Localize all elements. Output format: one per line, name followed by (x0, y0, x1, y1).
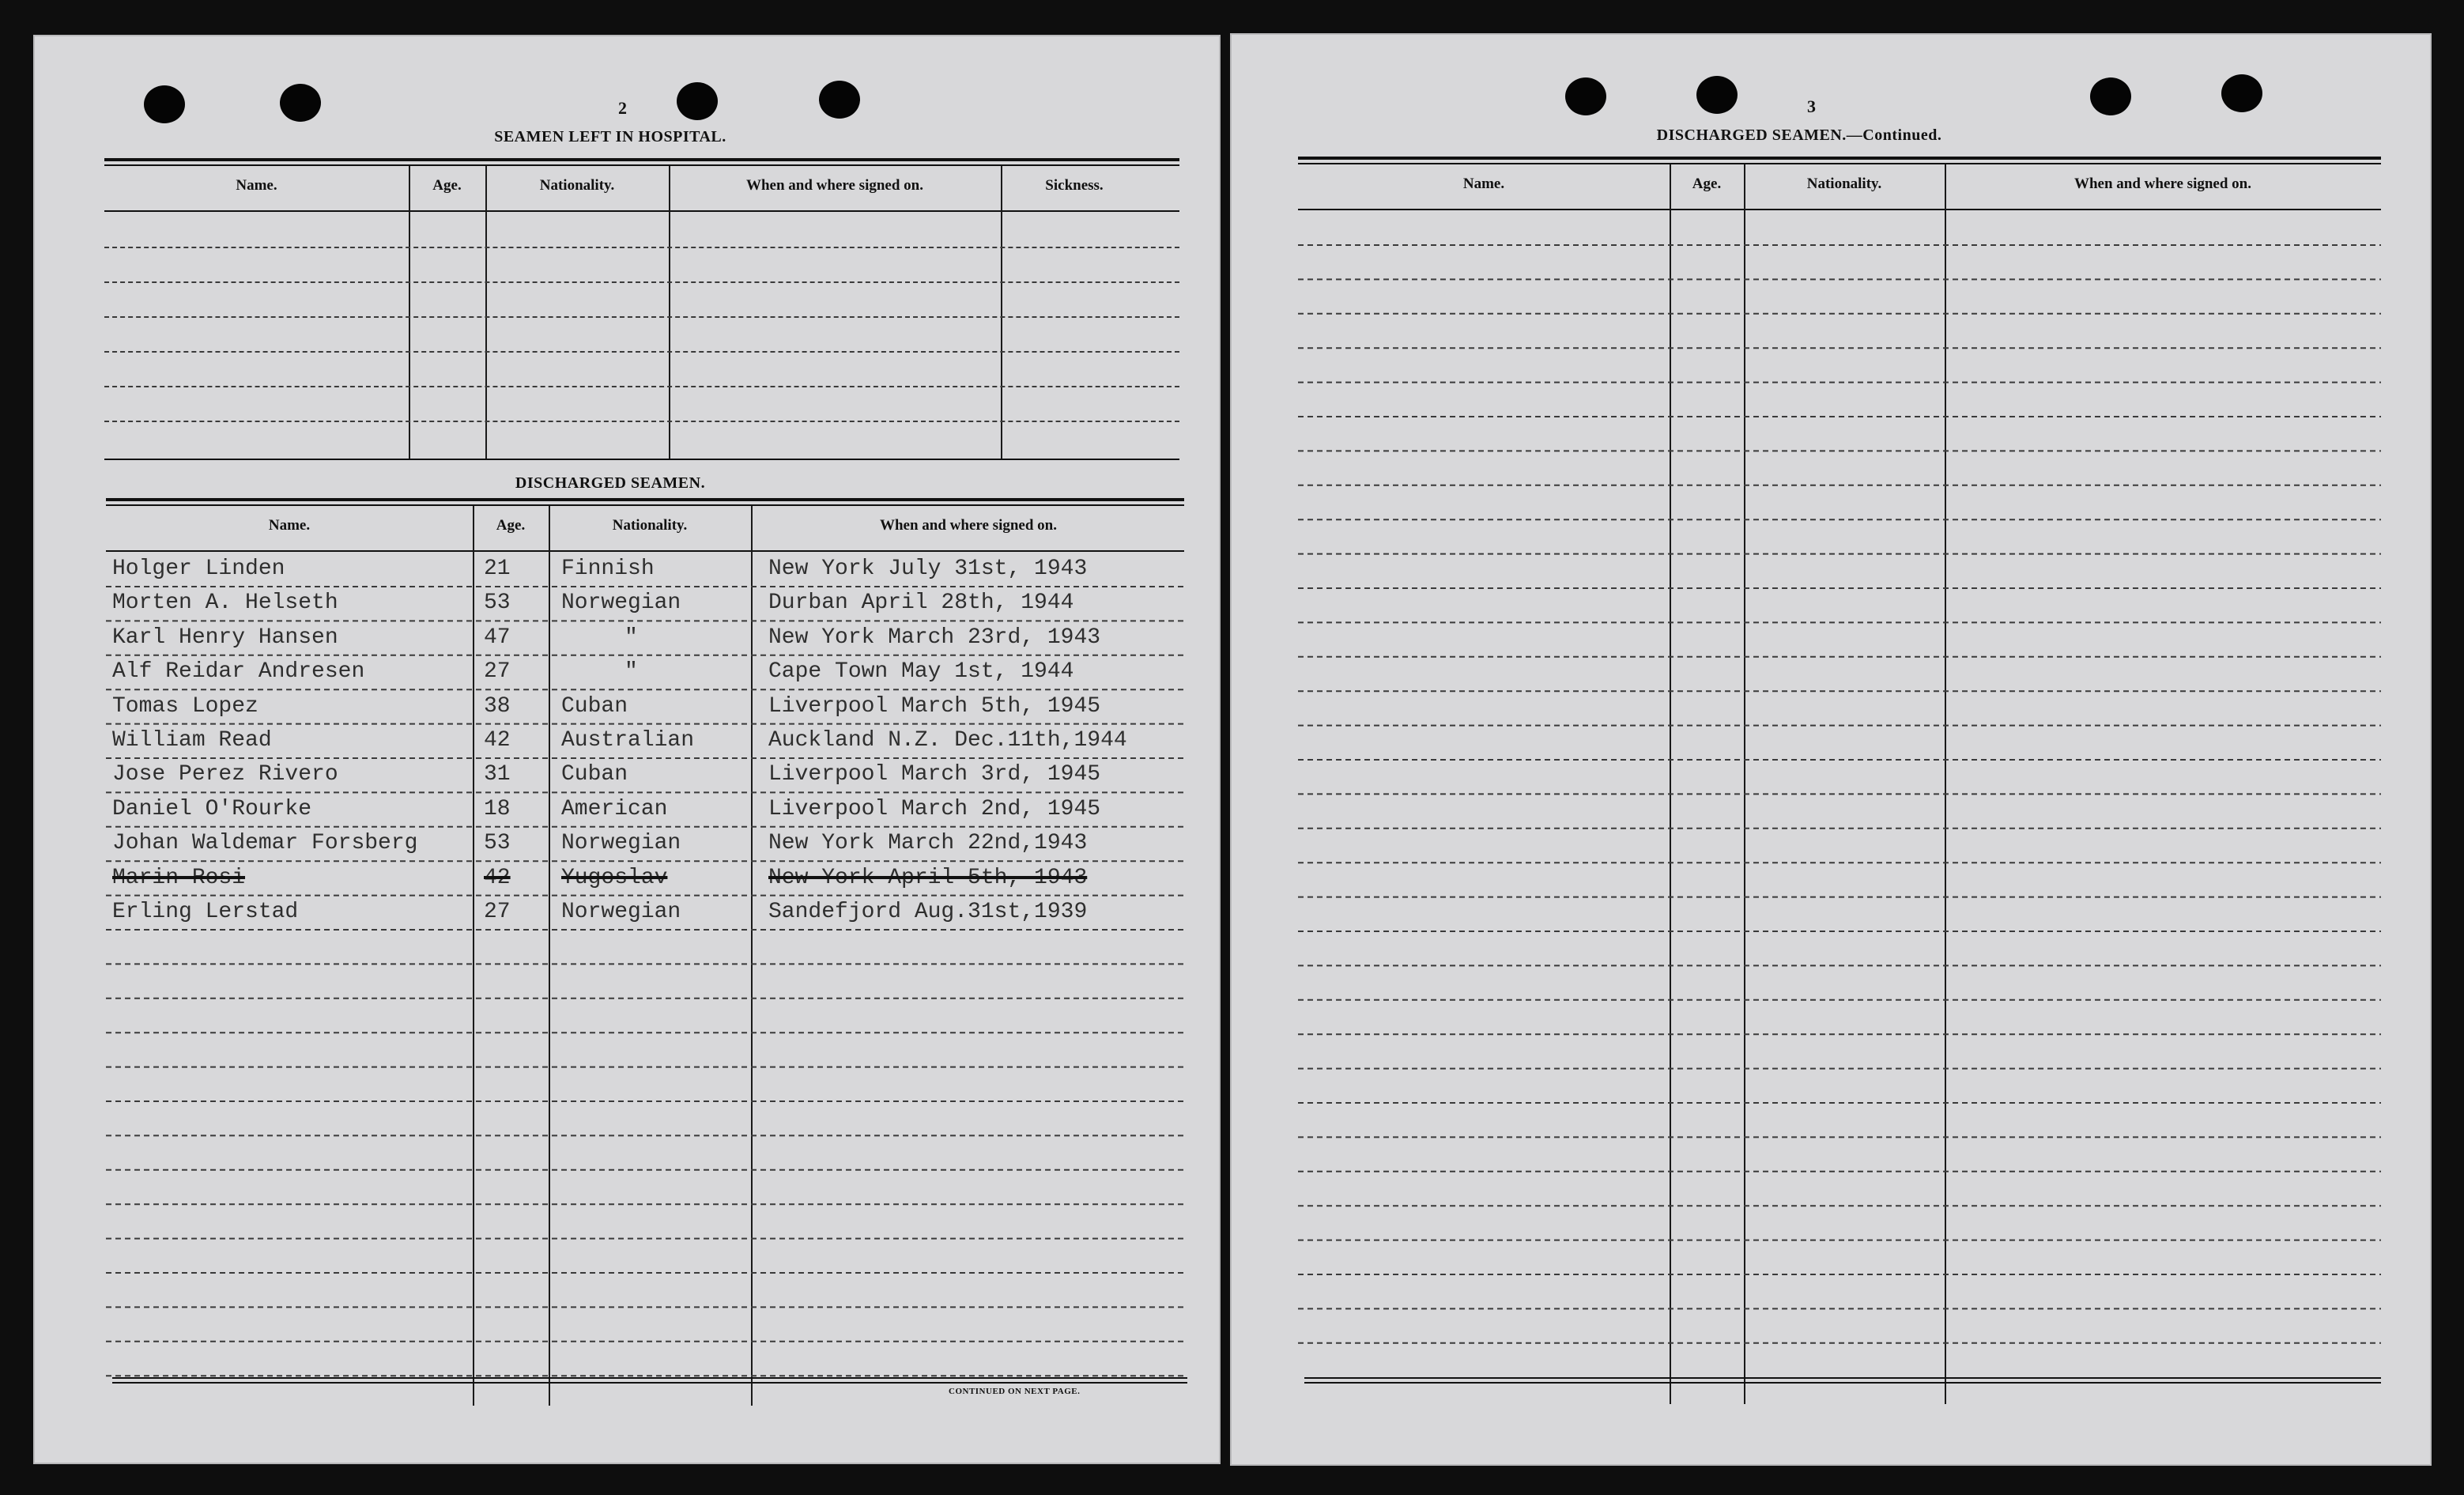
seaman-name: William Read (112, 728, 272, 753)
seaman-signed-on: New York April 5th, 1943 (768, 865, 1088, 890)
seaman-signed-on: Liverpool March 5th, 1945 (768, 693, 1101, 719)
seaman-name: Daniel O'Rourke (112, 796, 312, 821)
seaman-nationality: American (561, 796, 668, 821)
rule (112, 1382, 1187, 1384)
seaman-nationality: Cuban (561, 762, 628, 787)
seaman-nationality: Australian (561, 728, 695, 753)
rule (1304, 1377, 2381, 1379)
seaman-age: 18 (484, 796, 511, 821)
seaman-age: 21 (484, 557, 511, 581)
discharged-section-title: DISCHARGED SEAMEN. (515, 474, 706, 492)
hospital-col-nationality: Nationality. (539, 177, 615, 194)
seaman-age: 53 (484, 591, 511, 616)
seaman-nationality: Norwegian (561, 591, 681, 616)
seaman-age: 42 (484, 728, 511, 753)
seaman-name: Karl Henry Hansen (112, 625, 338, 650)
left-page (33, 35, 1221, 1464)
discharged-col-age: Age. (496, 517, 526, 534)
rule (112, 1377, 1187, 1379)
seaman-nationality: " (624, 659, 638, 685)
seaman-nationality: Cuban (561, 693, 628, 719)
rule (1304, 1382, 2381, 1384)
right-col-signed-on: When and where signed on. (2073, 176, 2251, 192)
seaman-name: Johan Waldemar Forsberg (112, 831, 418, 856)
seaman-age: 47 (484, 625, 511, 650)
seaman-name: Holger Linden (112, 557, 285, 581)
seaman-signed-on: Sandefjord Aug.31st,1939 (768, 900, 1088, 924)
seaman-signed-on: New York July 31st, 1943 (768, 557, 1088, 581)
seaman-signed-on: Cape Town May 1st, 1944 (768, 659, 1074, 685)
seaman-nationality: " (624, 625, 638, 650)
seaman-signed-on: New York March 22nd,1943 (768, 831, 1088, 856)
seaman-signed-on: Auckland N.Z. Dec.11th,1944 (768, 728, 1127, 753)
page-number: 3 (1807, 96, 1816, 116)
discharged-col-signed-on: When and where signed on. (879, 517, 1057, 534)
right-page (1230, 33, 2432, 1466)
right-col-name: Name. (1462, 176, 1505, 192)
seaman-signed-on: Liverpool March 2nd, 1945 (768, 796, 1101, 821)
right-section-title: DISCHARGED SEAMEN.—Continued. (1656, 126, 1942, 144)
seaman-signed-on: New York March 23rd, 1943 (768, 625, 1101, 650)
seaman-nationality: Norwegian (561, 831, 681, 856)
seaman-age: 38 (484, 693, 511, 719)
seaman-signed-on: Liverpool March 3rd, 1945 (768, 762, 1101, 787)
seaman-age: 42 (484, 865, 511, 890)
hospital-section-title: SEAMEN LEFT IN HOSPITAL. (494, 128, 726, 145)
seaman-name: Alf Reidar Andresen (112, 659, 365, 685)
seaman-name: Jose Perez Rivero (112, 762, 338, 787)
hospital-col-age: Age. (432, 177, 462, 194)
hospital-col-signed-on: When and where signed on. (745, 177, 923, 194)
hospital-col-sickness: Sickness. (1045, 177, 1104, 194)
seaman-age: 27 (484, 900, 511, 924)
discharged-col-name: Name. (268, 517, 311, 534)
seaman-name: Tomas Lopez (112, 693, 258, 719)
seaman-nationality: Finnish (561, 557, 655, 581)
seaman-age: 53 (484, 831, 511, 856)
continued-note: CONTINUED ON NEXT PAGE. (949, 1387, 1081, 1396)
discharged-col-nationality: Nationality. (612, 517, 688, 534)
seaman-name: Morten A. Helseth (112, 591, 338, 616)
seaman-name: Erling Lerstad (112, 900, 299, 924)
right-col-age: Age. (1692, 176, 1722, 192)
seaman-name: Marin Rosi (112, 865, 246, 890)
right-col-nationality: Nationality. (1806, 176, 1882, 192)
seaman-signed-on: Durban April 28th, 1944 (768, 591, 1074, 616)
seaman-age: 27 (484, 659, 511, 685)
hospital-col-name: Name. (236, 177, 277, 194)
page-number: 2 (618, 98, 627, 118)
seaman-age: 31 (484, 762, 511, 787)
right-row-lines (1230, 33, 2432, 1466)
seaman-nationality: Norwegian (561, 900, 681, 924)
seaman-nationality: Yugoslav (561, 865, 668, 890)
